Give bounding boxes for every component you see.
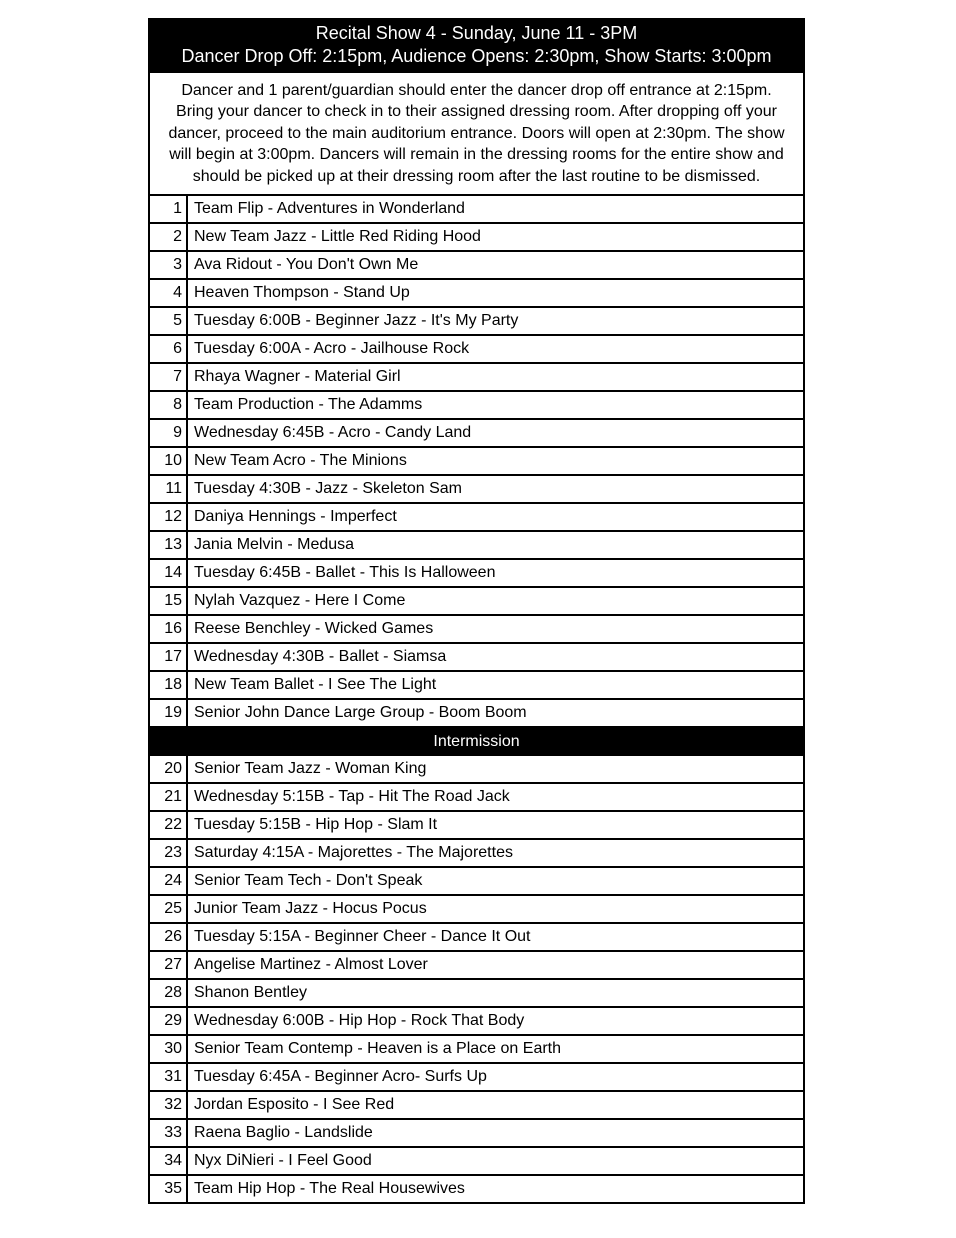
act-list-part2 xyxy=(148,756,805,1204)
act-row xyxy=(148,700,805,728)
act-title: Jania Melvin - Medusa xyxy=(194,536,355,554)
act-title: Tuesday 6:45B - Ballet - This Is Halloween xyxy=(194,564,496,582)
act-list-part1 xyxy=(148,196,805,728)
act-row xyxy=(148,280,805,308)
act-title: Angelise Martinez - Almost Lover xyxy=(194,956,428,974)
act-number: 5 xyxy=(150,308,188,334)
act-title: Jordan Esposito - I See Red xyxy=(194,1096,395,1114)
act-row xyxy=(148,392,805,420)
act-row xyxy=(148,1064,805,1092)
act-title: New Team Jazz - Little Red Riding Hood xyxy=(194,228,481,246)
act-row xyxy=(148,1120,805,1148)
act-number: 9 xyxy=(150,420,188,446)
act-row xyxy=(148,1092,805,1120)
act-row xyxy=(148,644,805,672)
act-title: Heaven Thompson - Stand Up xyxy=(194,284,410,302)
act-number: 33 xyxy=(150,1120,188,1146)
act-row xyxy=(148,252,805,280)
act-title: New Team Ballet - I See The Light xyxy=(194,676,437,694)
act-row xyxy=(148,840,805,868)
act-row xyxy=(148,224,805,252)
act-number: 6 xyxy=(150,336,188,362)
act-number: 27 xyxy=(150,952,188,978)
act-number: 15 xyxy=(150,588,188,614)
act-row xyxy=(148,1148,805,1176)
act-title: Wednesday 5:15B - Tap - Hit The Road Jack xyxy=(194,788,510,806)
act-number: 29 xyxy=(150,1008,188,1034)
intermission-bar: Intermission xyxy=(148,728,805,756)
act-row xyxy=(148,812,805,840)
act-row xyxy=(148,980,805,1008)
act-row xyxy=(148,336,805,364)
act-number: 24 xyxy=(150,868,188,894)
act-title: Daniya Hennings - Imperfect xyxy=(194,508,397,526)
act-row xyxy=(148,868,805,896)
act-row xyxy=(148,1008,805,1036)
act-row xyxy=(148,952,805,980)
act-number: 7 xyxy=(150,364,188,390)
act-title: Shanon Bentley xyxy=(194,984,307,1002)
act-title: Tuesday 6:00A - Acro - Jailhouse Rock xyxy=(194,340,470,358)
act-title: Team Flip - Adventures in Wonderland xyxy=(194,200,465,218)
act-number: 14 xyxy=(150,560,188,586)
act-title: Saturday 4:15A - Majorettes - The Majorettes xyxy=(194,844,513,862)
act-title: Senior Team Tech - Don't Speak xyxy=(194,872,423,890)
act-title: Team Production - The Adamms xyxy=(194,396,423,414)
act-title: Tuesday 5:15A - Beginner Cheer - Dance It Out xyxy=(194,928,531,946)
act-number: 34 xyxy=(150,1148,188,1174)
act-row xyxy=(148,756,805,784)
act-title: Senior John Dance Large Group - Boom Boom xyxy=(194,704,527,722)
act-number: 19 xyxy=(150,700,188,726)
act-title: Wednesday 4:30B - Ballet - Siamsa xyxy=(194,648,447,666)
act-title: Tuesday 6:00B - Beginner Jazz - It's My Party xyxy=(194,312,519,330)
act-row xyxy=(148,672,805,700)
act-number: 2 xyxy=(150,224,188,250)
act-row xyxy=(148,504,805,532)
dropoff-instructions: Dancer and 1 parent/guardian should enter the dancer drop off entrance at 2:15pm. Bring your dancer to check in to their assigned dressing room. After dropping off your dancer, proceed to the main auditorium entrance. Doors will open at 2:30pm. The show will begin at 3:00pm. Dancers will remain in the dressing rooms for the entire show and should be picked up at their dressing room after the last routine to be dismissed. xyxy=(148,73,805,196)
act-title: Tuesday 4:30B - Jazz - Skeleton Sam xyxy=(194,480,462,498)
act-number: 30 xyxy=(150,1036,188,1062)
act-number: 21 xyxy=(150,784,188,810)
act-number: 35 xyxy=(150,1176,188,1202)
act-title: Rhaya Wagner - Material Girl xyxy=(194,368,401,386)
act-number: 1 xyxy=(150,196,188,222)
act-row xyxy=(148,420,805,448)
act-title: Wednesday 6:00B - Hip Hop - Rock That Body xyxy=(194,1012,525,1030)
act-row xyxy=(148,196,805,224)
act-row xyxy=(148,364,805,392)
act-number: 18 xyxy=(150,672,188,698)
act-row xyxy=(148,1176,805,1204)
act-row xyxy=(148,616,805,644)
act-row xyxy=(148,560,805,588)
act-number: 13 xyxy=(150,532,188,558)
act-row xyxy=(148,896,805,924)
act-title: Tuesday 5:15B - Hip Hop - Slam It xyxy=(194,816,438,834)
act-title: Reese Benchley - Wicked Games xyxy=(194,620,434,638)
act-number: 4 xyxy=(150,280,188,306)
act-title: Ava Ridout - You Don't Own Me xyxy=(194,256,419,274)
program-title: Recital Show 4 - Sunday, June 11 - 3PM xyxy=(315,23,638,43)
act-title: Team Hip Hop - The Real Housewives xyxy=(194,1180,465,1198)
act-number: 32 xyxy=(150,1092,188,1118)
act-number: 12 xyxy=(150,504,188,530)
act-row xyxy=(148,924,805,952)
act-row xyxy=(148,476,805,504)
act-row xyxy=(148,448,805,476)
act-row xyxy=(148,308,805,336)
act-number: 25 xyxy=(150,896,188,922)
act-number: 17 xyxy=(150,644,188,670)
act-title: Senior Team Jazz - Woman King xyxy=(194,760,427,778)
act-number: 8 xyxy=(150,392,188,418)
act-title: Junior Team Jazz - Hocus Pocus xyxy=(194,900,427,918)
act-title: Wednesday 6:45B - Acro - Candy Land xyxy=(194,424,472,442)
act-title: Nyx DiNieri - I Feel Good xyxy=(194,1152,372,1170)
act-number: 26 xyxy=(150,924,188,950)
act-number: 3 xyxy=(150,252,188,278)
act-number: 16 xyxy=(150,616,188,642)
act-title: Nylah Vazquez - Here I Come xyxy=(194,592,406,610)
act-number: 28 xyxy=(150,980,188,1006)
act-number: 20 xyxy=(150,756,188,782)
act-number: 11 xyxy=(150,476,188,502)
act-number: 31 xyxy=(150,1064,188,1090)
act-number: 23 xyxy=(150,840,188,866)
act-row xyxy=(148,532,805,560)
program-times: Dancer Drop Off: 2:15pm, Audience Opens: 2:30pm, Show Starts: 3:00pm xyxy=(181,46,772,66)
program-header xyxy=(148,18,805,73)
act-title: Tuesday 6:45A - Beginner Acro- Surfs Up xyxy=(194,1068,487,1086)
act-title: Raena Baglio - Landslide xyxy=(194,1124,373,1142)
act-row xyxy=(148,784,805,812)
recital-program xyxy=(148,18,805,1204)
act-number: 22 xyxy=(150,812,188,838)
act-title: Senior Team Contemp - Heaven is a Place on Earth xyxy=(194,1040,562,1058)
act-title: New Team Acro - The Minions xyxy=(194,452,407,470)
act-row xyxy=(148,1036,805,1064)
act-number: 10 xyxy=(150,448,188,474)
act-row xyxy=(148,588,805,616)
